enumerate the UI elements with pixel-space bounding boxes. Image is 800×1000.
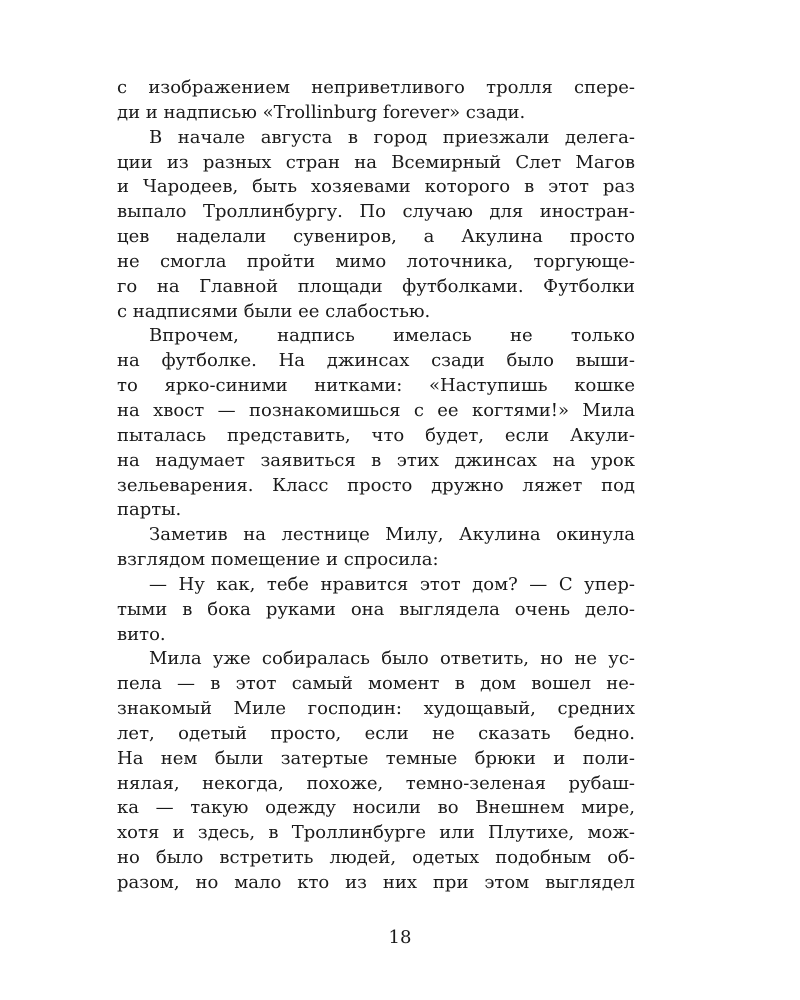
text-line: ции из разных стран на Всемирный Слет Магов — [117, 151, 635, 173]
text-line: с надписями были ее слабостью. — [117, 300, 431, 322]
text-line: тыми в бока руками она выглядела очень дело- — [117, 598, 635, 620]
text-line: и Чародеев, быть хозяевами которого в этот раз — [117, 176, 635, 198]
text-line: — Ну как, тебе нравится этот дом? — С упер- — [149, 573, 635, 595]
text-line: цев наделали сувениров, а Акулина просто — [117, 226, 635, 248]
text-line: но было встретить людей, одетых подобным об- — [117, 847, 635, 869]
text-line: нялая, некогда, похоже, темно-зеленая рубаш- — [117, 772, 635, 794]
text-line: не смогла пройти мимо лоточника, торгующе- — [117, 250, 635, 272]
text-line: пела — в этот самый момент в дом вошел не- — [117, 673, 635, 695]
text-line: хотя и здесь, в Троллинбурге или Плутихе, мож- — [117, 822, 635, 844]
text-line: на футболке. На джинсах сзади было выши- — [117, 350, 635, 372]
text-line: го на Главной площади футболками. Футболки — [117, 275, 635, 297]
text-line: пыталась представить, что будет, если Акули- — [117, 424, 635, 446]
text-line: зельеварения. Класс просто дружно ляжет под — [117, 474, 635, 496]
text-line: ка — такую одежду носили во Внешнем мире, — [117, 797, 635, 819]
text-line: то ярко-синими нитками: «Наступишь кошке — [117, 375, 635, 397]
text-line: разом, но мало кто из них при этом выглядел — [117, 872, 635, 893]
text-line: В начале августа в город приезжали делега- — [149, 126, 635, 148]
text-line: вито. — [117, 623, 166, 645]
text-line: знакомый Миле господин: худощавый, средних — [117, 698, 635, 720]
text-line: на надумает заявиться в этих джинсах на урок — [117, 449, 635, 471]
text-line: с изображением неприветливого тролля спере- — [117, 77, 635, 98]
text-line: парты. — [117, 499, 182, 521]
text-line: взглядом помещение и спросила: — [117, 549, 439, 571]
text-line: На нем были затертые темные брюки и поли- — [117, 747, 635, 769]
text-line: Впрочем, надпись имелась не только — [149, 325, 635, 347]
text-line: выпало Троллинбургу. По случаю для иностран- — [117, 201, 635, 223]
text-line: лет, одетый просто, если не сказать бедно. — [117, 722, 635, 744]
page-number: 18 — [388, 927, 412, 948]
text-line: ди и надписью «Trollinburg forever» сзади. — [117, 101, 526, 123]
text-line: на хвост — познакомишься с ее когтями!» Мила — [117, 399, 635, 421]
text-line: Заметив на лестнице Милу, Акулина окинула — [149, 524, 635, 546]
text-line: Мила уже собиралась было ответить, но не ус- — [149, 648, 635, 670]
body-text — [117, 76, 635, 896]
